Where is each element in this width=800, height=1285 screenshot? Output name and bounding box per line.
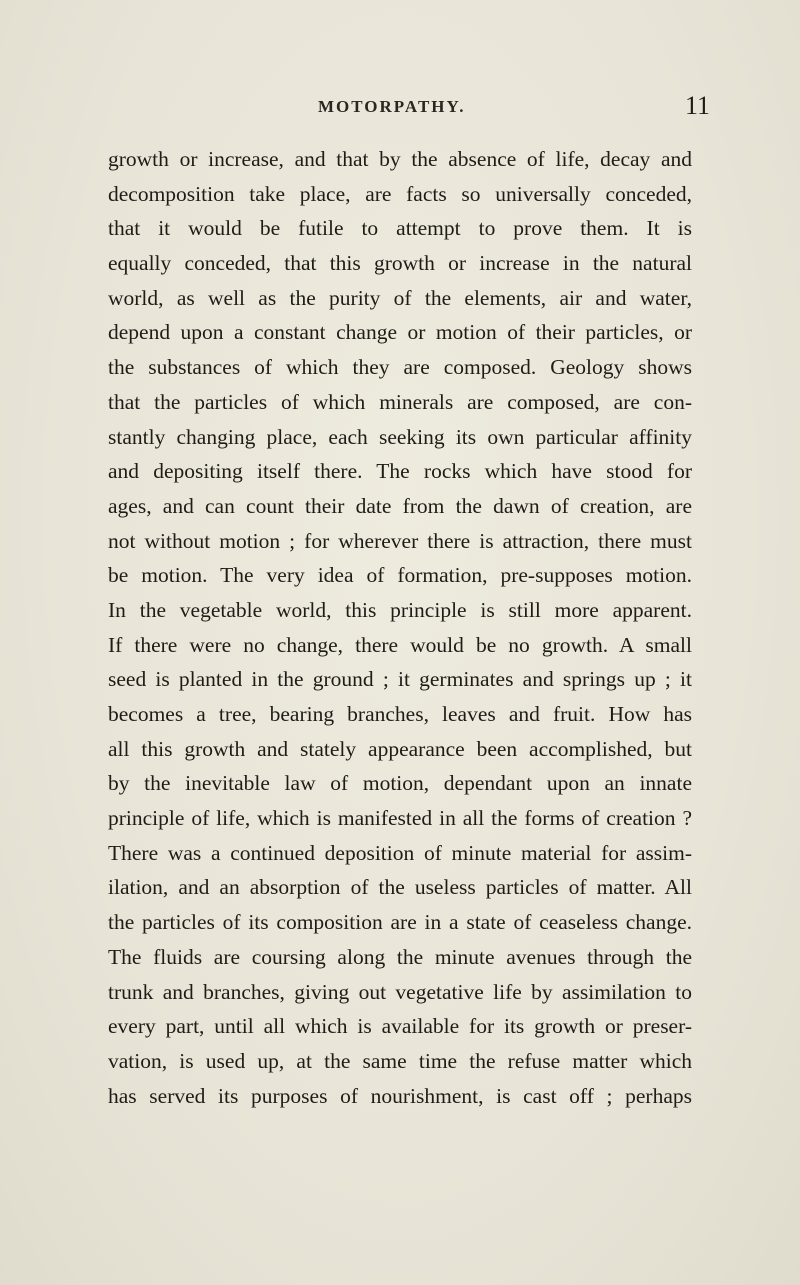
text-line: There was a continued deposition of minute material for assim- — [108, 840, 692, 865]
text-line: the particles of its composition are in a state of ceaseless change. — [108, 910, 692, 935]
text-line: ages, and can count their date from the dawn of creation, are — [108, 493, 692, 518]
text-line: decomposition take place, are facts so universally conceded, — [108, 181, 692, 206]
text-line: every part, until all which is available for its growth or preser- — [108, 1014, 692, 1039]
text-line: the substances of which they are composed. Geology shows — [108, 355, 692, 380]
text-line: that it would be futile to attempt to prove them. It is — [108, 216, 692, 241]
text-line: growth or increase, and that by the absence of life, decay and — [108, 147, 692, 171]
body-text — [108, 142, 692, 1113]
text-line: that the particles of which minerals are composed, are con- — [108, 389, 692, 414]
text-line: be motion. The very idea of formation, pre-supposes motion. — [108, 563, 692, 588]
text-line: all this growth and stately appearance been accomplished, but — [108, 736, 692, 761]
text-line: world, as well as the purity of the elements, air and water, — [108, 285, 692, 310]
text-line: depend upon a constant change or motion of their particles, or — [108, 320, 692, 345]
text-line: becomes a tree, bearing branches, leaves and fruit. How has — [108, 702, 692, 726]
text-line: by the inevitable law of motion, dependant upon an innate — [108, 771, 692, 796]
text-line: The fluids are coursing along the minute avenues through the — [108, 944, 692, 969]
text-line: If there were no change, there would be no growth. A small — [108, 632, 692, 657]
text-line: stantly changing place, each seeking its own particular affinity — [108, 424, 692, 449]
text-line: and depositing itself there. The rocks which have stood for — [108, 459, 692, 484]
text-line: has served its purposes of nourishment, is cast off ; perhaps — [108, 1083, 692, 1108]
text-line: not without motion ; for wherever there is attraction, there must — [108, 528, 692, 553]
text-line: equally conceded, that this growth or increase in the natural — [108, 251, 692, 276]
text-line: seed is planted in the ground ; it germinates and springs up ; it — [108, 667, 692, 692]
text-line: ilation, and an absorption of the useless particles of matter. All — [108, 875, 692, 900]
text-line: principle of life, which is manifested in all the forms of creation ? — [108, 806, 692, 831]
text-line: trunk and branches, giving out vegetative life by assimilation to — [108, 979, 692, 1004]
page-number: 11 — [685, 91, 711, 120]
running-title: MOTORPATHY. — [318, 97, 466, 116]
running-head — [0, 93, 800, 123]
text-line: In the vegetable world, this principle is still more apparent. — [108, 597, 692, 622]
text-line: vation, is used up, at the same time the refuse matter which — [108, 1048, 692, 1073]
